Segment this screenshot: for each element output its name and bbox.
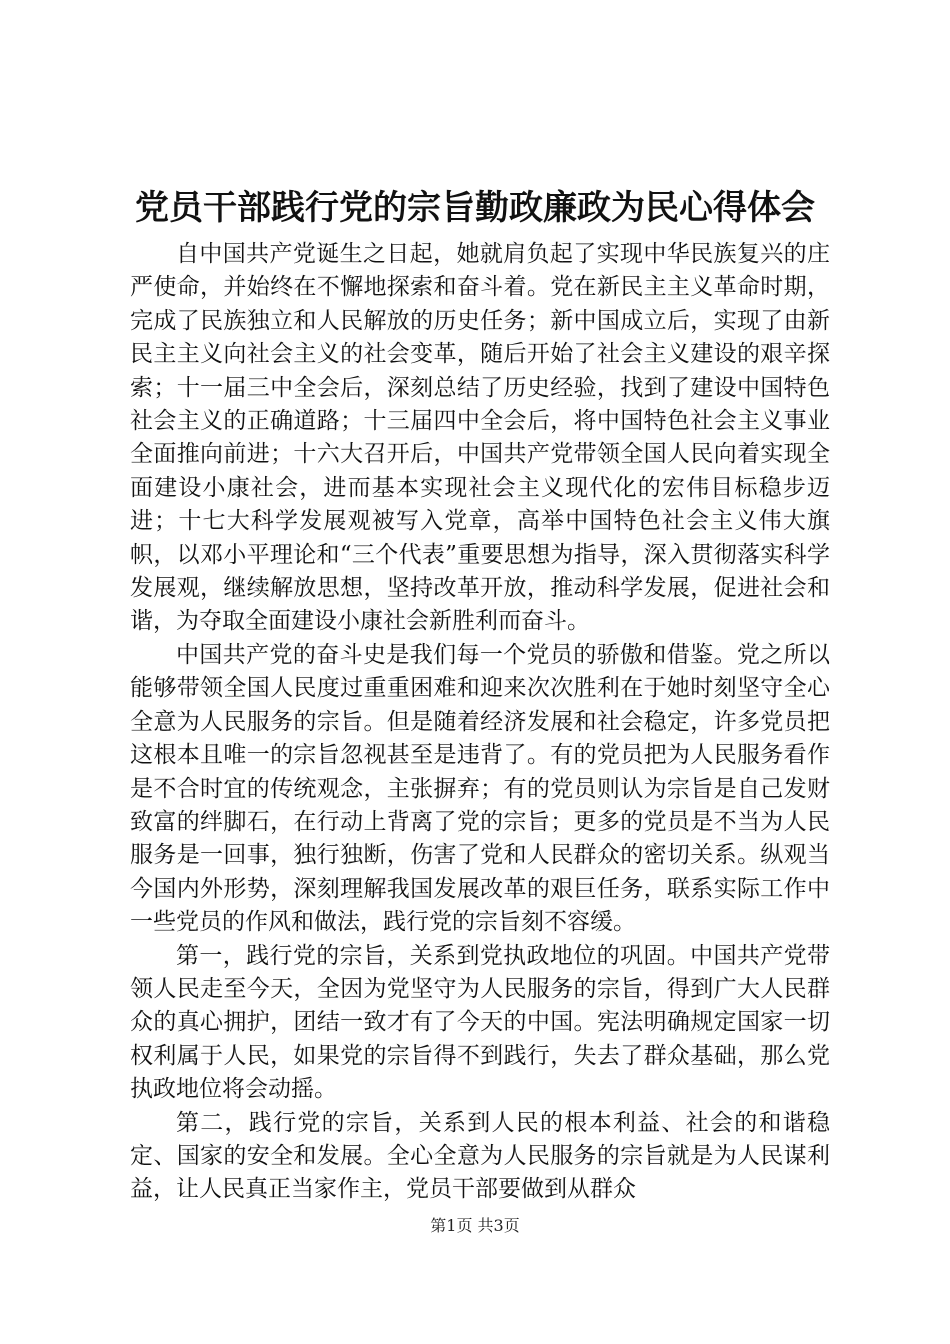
document-title: 党员干部践行党的宗旨勤政廉政为民心得体会	[135, 188, 815, 228]
paragraph-3: 第一，践行党的宗旨，关系到党执政地位的巩固。中国共产党带领人民走至今天，全因为党坚守为人民服务的宗旨，得到广大人民群众的真心拥护，团结一致才有了今天的中国。宪法明确规定国家一切权利属于人民，如果党的宗旨得不到践行，失去了群众基础，那么党执政地位将会动摇。	[130, 942, 830, 1103]
page-number-footer: 第1页 共3页	[430, 1216, 520, 1235]
paragraph-4: 第二，践行党的宗旨，关系到人民的根本利益、社会的和谐稳定、国家的安全和发展。全心全意为人民服务的宗旨就是为人民谋利益，让人民真正当家作主，党员干部要做到从群众	[130, 1109, 830, 1203]
paragraph-2: 中国共产党的奋斗史是我们每一个党员的骄傲和借鉴。党之所以能够带领全国人民度过重重困难和迎来次次胜利在于她时刻坚守全心全意为人民服务的宗旨。但是随着经济发展和社会稳定，许多党员把这根本且唯一的宗旨忽视甚至是违背了。有的党员把为人民服务看作是不合时宜的传统观念，主张摒弃；有的党员则认为宗旨是自己发财致富的绊脚石，在行动上背离了党的宗旨；更多的党员是不当为人民服务是一回事，独行独断，伤害了党和人民群众的密切关系。纵观当今国内外形势，深刻理解我国发展改革的艰巨任务，联系实际工作中一些党员的作风和做法，践行党的宗旨刻不容缓。	[130, 641, 830, 936]
paragraph-1: 自中国共产党诞生之日起，她就肩负起了实现中华民族复兴的庄严使命，并始终在不懈地探索和奋斗着。党在新民主主义革命时期，完成了民族独立和人民解放的历史任务；新中国成立后，实现了由新民主主义向社会主义的社会变革，随后开始了社会主义建设的艰辛探索；十一届三中全会后，深刻总结了历史经验，找到了建设中国特色社会主义的正确道路；十三届四中全会后，将中国特色社会主义事业全面推向前进；十六大召开后，中国共产党带领全国人民向着实现全面建设小康社会，进而基本实现社会主义现代化的宏伟目标稳步迈进；十七大科学发展观被写入党章，高举中国特色社会主义伟大旗帜，以邓小平理论和“三个代表”重要思想为指导，深入贯彻落实科学发展观，继续解放思想，坚持改革开放，推动科学发展，促进社会和谐，为夺取全面建设小康社会新胜利而奋斗。	[130, 241, 830, 635]
document-body	[130, 238, 830, 1207]
